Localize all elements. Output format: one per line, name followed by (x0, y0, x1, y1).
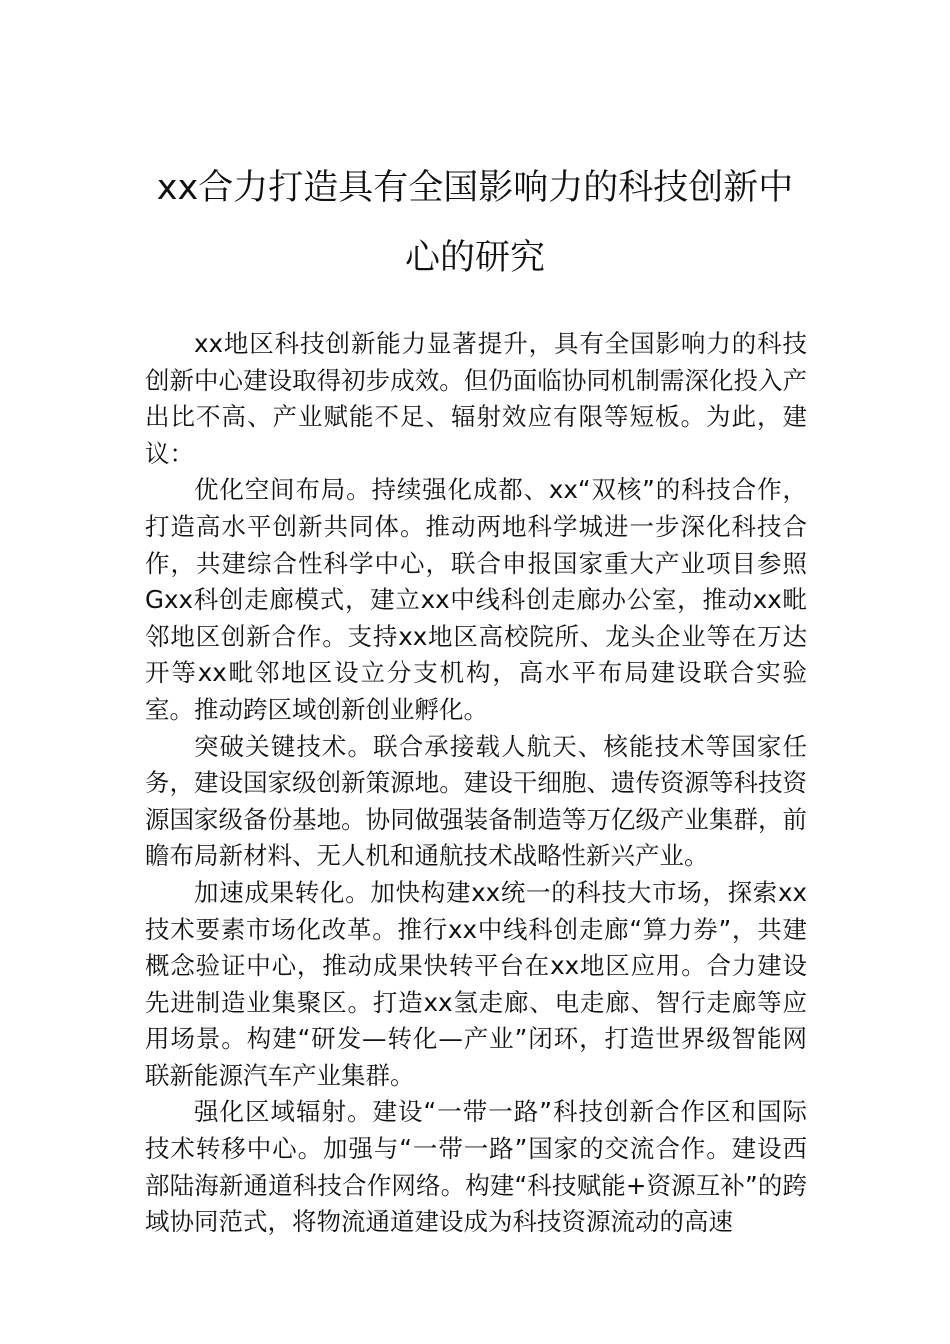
document-title-line-2: 心的研究 (404, 238, 545, 278)
paragraph-achievement-transfer: 加速成果转化。加快构建xx统一的科技大市场，探索xx技术要素市场化改革。推行xx中线科创走廊“算力券”，共建概念验证中心，推动成果快转平台在xx地区应用。合力建设先进制造业集聚区。打造xx氢走廊、电走廊、智行走廊等应用场景。构建“研发—转化—产业”闭环，打造世界级智能网联新能源汽车产业集群。 (145, 877, 807, 1090)
paragraph-key-technology: 突破关键技术。联合承接载人航天、核能技术等国家任务，建设国家级创新策源地。建设干细胞、遗传资源等科技资源国家级备份基地。协同做强装备制造等万亿级产业集群，前瞻布局新材料、无人机和通航技术战略性新兴产业。 (145, 731, 807, 871)
paragraph-spatial-layout: 优化空间布局。持续强化成都、xx“双核”的科技合作，打造高水平创新共同体。推动两地科学城进一步深化科技合作，共建综合性科学中心，联合申报国家重大产业项目参照Gxx科创走廊模式，建立xx中线科创走廊办公室，推动xx毗邻地区创新合作。支持xx地区高校院所、龙头企业等在万达开等xx毗邻地区设立分支机构，高水平布局建设联合实验室。推动跨区域创新创业孵化。 (145, 475, 807, 724)
paragraph-intro: xx地区科技创新能力显著提升，具有全国影响力的科技创新中心建设取得初步成效。但仍面临协同机制需深化投入产出比不高、产业赋能不足、辐射效应有限等短板。为此，建议： (145, 329, 807, 468)
paragraph-regional-radiation: 强化区域辐射。建设“一带一路”科技创新合作区和国际技术转移中心。加强与“一带一路”国家的交流合作。建设西部陆海新通道科技合作网络。构建“科技赋能+资源互补”的跨域协同范式，将物流通道建设成为科技资源流动的高速 (145, 1097, 807, 1237)
document-body (145, 326, 807, 1241)
document-title-line-1: xx合力打造具有全国影响力的科技创新中 (156, 168, 794, 208)
